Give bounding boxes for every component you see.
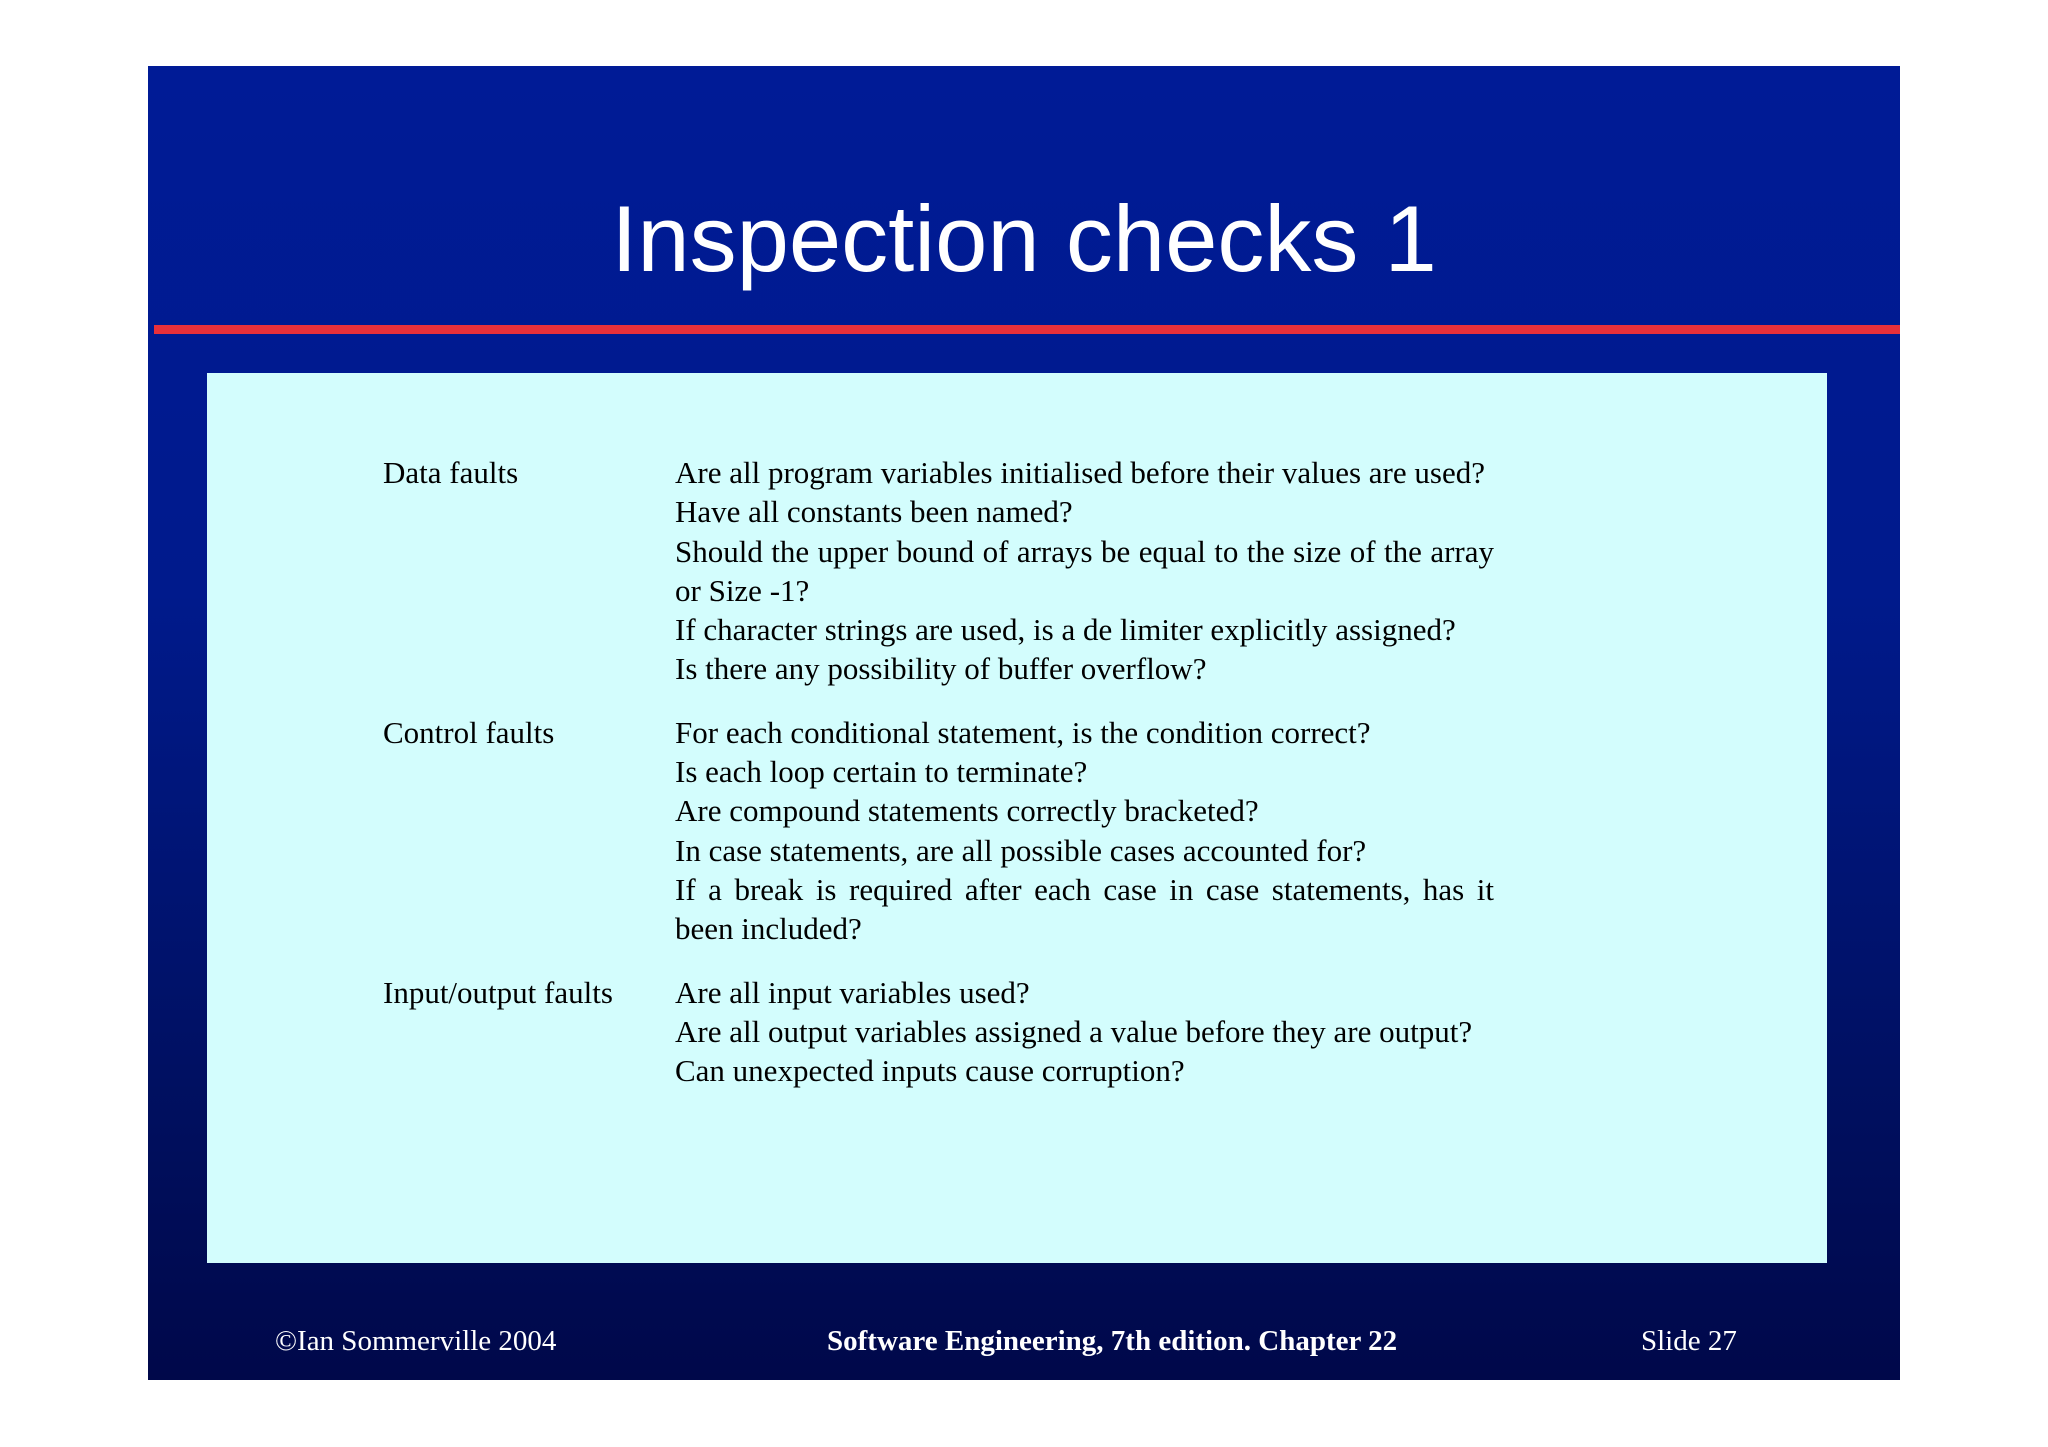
footer-book-title: Software Engineering, 7th edition. Chapter 22 xyxy=(827,1325,1398,1357)
inspection-checks-table xyxy=(383,453,1523,1114)
footer-copyright: ©Ian Sommerville 2004 xyxy=(275,1325,557,1357)
table-row xyxy=(383,453,1523,689)
check-item: Is there any possibility of buffer overflow? xyxy=(675,651,1207,687)
check-item: Are compound statements correctly bracketed? xyxy=(675,793,1259,829)
check-item: If a break is required after each case in case statements, has it been included? xyxy=(675,871,1494,947)
check-item: Should the upper bound of arrays be equal to the size of the array or Size -1? xyxy=(675,533,1494,608)
check-item: In case statements, are all possible cases accounted for? xyxy=(675,832,1367,868)
table-row xyxy=(383,973,1523,1091)
check-list xyxy=(675,713,1494,949)
footer-slide-number: Slide 27 xyxy=(1641,1325,1737,1357)
fault-category: Input/output faults xyxy=(383,974,613,1010)
check-item: Are all input variables used? xyxy=(675,974,1030,1010)
check-item: If character strings are used, is a de limiter explicitly assigned? xyxy=(675,612,1456,648)
title-divider xyxy=(154,325,1900,334)
slide xyxy=(148,66,1900,1380)
check-list xyxy=(675,973,1494,1091)
check-list xyxy=(675,453,1494,689)
check-item: Can unexpected inputs cause corruption? xyxy=(675,1053,1185,1089)
fault-category: Data faults xyxy=(383,455,519,490)
check-item: Are all output variables assigned a value before they are output? xyxy=(675,1013,1473,1049)
content-box xyxy=(207,373,1827,1263)
check-item: Is each loop certain to terminate? xyxy=(675,754,1088,790)
check-item: Are all program variables initialised before their values are used? xyxy=(675,455,1485,490)
check-item: For each conditional statement, is the condition correct? xyxy=(675,714,1371,750)
check-item: Have all constants been named? xyxy=(675,494,1073,530)
fault-category: Control faults xyxy=(383,714,555,750)
table-row xyxy=(383,713,1523,949)
slide-title: Inspection checks 1 xyxy=(611,186,1437,291)
